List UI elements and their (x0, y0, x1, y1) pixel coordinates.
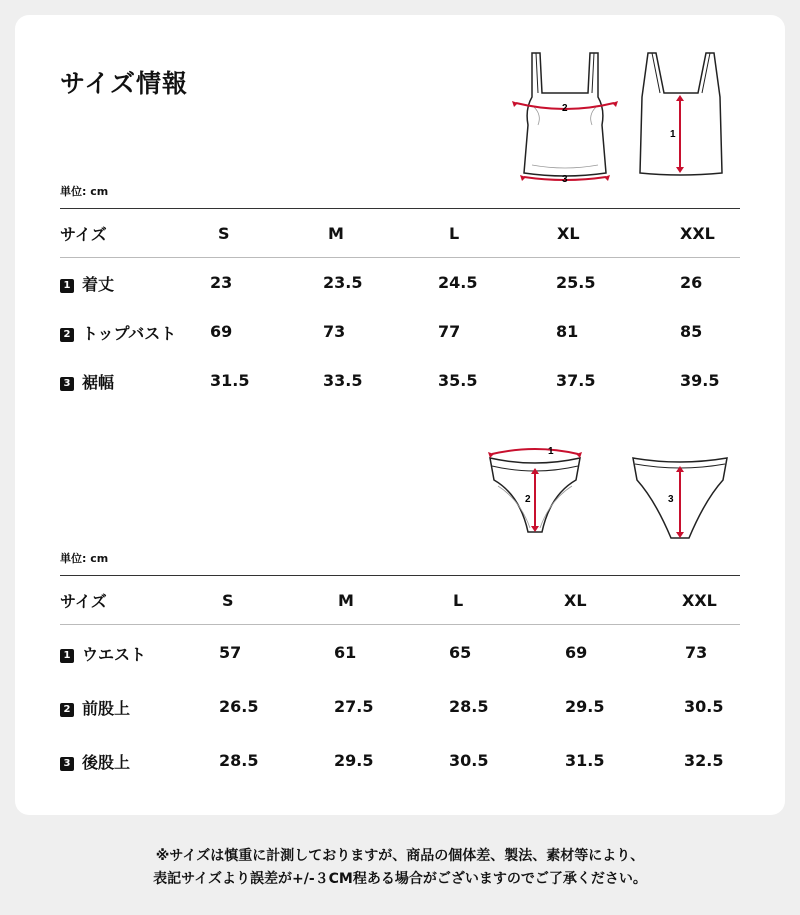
bottom-row-1-label: 1 ウエスト (60, 642, 146, 665)
bottom-mark-1: 1 (548, 446, 554, 457)
briefs-back-diagram (625, 440, 735, 545)
bottom-size-header: サイズ (60, 592, 107, 611)
bottom-row-2-l: 28.5 (449, 697, 489, 716)
bottom-row-1-m: 61 (334, 643, 357, 662)
top-row-3-l: 35.5 (438, 371, 478, 390)
top-row-3-m: 33.5 (323, 371, 363, 390)
top-size-xl: XL (557, 224, 580, 243)
bottom-row-2-label: 2 前股上 (60, 696, 130, 719)
bottom-mark-3: 3 (668, 494, 674, 505)
top-row-2-s: 69 (210, 322, 233, 341)
briefs-front-diagram (480, 440, 590, 545)
top-row-1-l: 24.5 (438, 273, 478, 292)
footnote-line-2: 表記サイズより誤差が+/-３CM程ある場合がございますのでご了承ください。 (153, 871, 647, 887)
bottom-row-3-m: 29.5 (334, 751, 374, 770)
top-row-3-label: 3 裾幅 (60, 370, 114, 393)
top-size-s: S (218, 224, 230, 243)
bottom-size-xxl: XXL (682, 591, 717, 610)
top-row-3-s: 31.5 (210, 371, 250, 390)
top-table-rule-top (60, 208, 740, 209)
bottom-mark-2: 2 (525, 494, 531, 505)
badge-3: 3 (60, 377, 74, 391)
badge-1: 1 (60, 279, 74, 293)
bottom-size-s: S (222, 591, 234, 610)
tank-top-front-diagram (510, 45, 620, 185)
top-size-m: M (328, 224, 344, 243)
badge-2: 2 (60, 703, 74, 717)
tank-top-back-diagram (630, 45, 730, 185)
bottom-row-3-l: 30.5 (449, 751, 489, 770)
top-size-l: L (449, 224, 460, 243)
top-row-1-label: 1 着丈 (60, 272, 114, 295)
top-row-2-xxl: 85 (680, 322, 703, 341)
bottom-row-1-l: 65 (449, 643, 472, 662)
top-size-xxl: XXL (680, 224, 715, 243)
bottom-table-rule-mid (60, 624, 740, 625)
bottom-size-xl: XL (564, 591, 587, 610)
bottom-row-2-xxl: 30.5 (684, 697, 724, 716)
top-mark-2: 2 (562, 103, 568, 114)
top-row-1-xxl: 26 (680, 273, 703, 292)
bottom-row-2-xl: 29.5 (565, 697, 605, 716)
page-title: サイズ情報 (60, 69, 189, 98)
bottom-row-3-s: 28.5 (219, 751, 259, 770)
bottom-row-3-xxl: 32.5 (684, 751, 724, 770)
top-row-3-xl: 37.5 (556, 371, 596, 390)
top-row-3-xxl: 39.5 (680, 371, 720, 390)
bottom-size-m: M (338, 591, 354, 610)
top-row-2-label: 2 トップバスト (60, 321, 176, 344)
top-row-2-m: 73 (323, 322, 346, 341)
bottom-row-2-m: 27.5 (334, 697, 374, 716)
top-row-2-xl: 81 (556, 322, 579, 341)
bottom-table-rule-top (60, 575, 740, 576)
bottom-row-1-xl: 69 (565, 643, 588, 662)
bottom-row-3-label: 3 後股上 (60, 750, 130, 773)
badge-2: 2 (60, 328, 74, 342)
top-row-1-xl: 25.5 (556, 273, 596, 292)
badge-1: 1 (60, 649, 74, 663)
footnote-line-1: ※サイズは慎重に計測しておりますが、商品の個体差、製法、素材等により、 (155, 848, 645, 864)
bottom-size-l: L (453, 591, 464, 610)
top-row-1-m: 23.5 (323, 273, 363, 292)
badge-3: 3 (60, 757, 74, 771)
top-row-2-l: 77 (438, 322, 461, 341)
bottom-row-3-xl: 31.5 (565, 751, 605, 770)
top-row-1-s: 23 (210, 273, 233, 292)
top-mark-1: 1 (670, 129, 676, 140)
bottom-row-1-xxl: 73 (685, 643, 708, 662)
bottom-row-1-s: 57 (219, 643, 242, 662)
top-table-rule-mid (60, 257, 740, 258)
unit-label-bottom: 単位: cm (60, 552, 109, 565)
bottom-row-2-s: 26.5 (219, 697, 259, 716)
top-mark-3: 3 (562, 174, 568, 185)
top-size-header: サイズ (60, 225, 107, 244)
unit-label-top: 単位: cm (60, 185, 109, 198)
